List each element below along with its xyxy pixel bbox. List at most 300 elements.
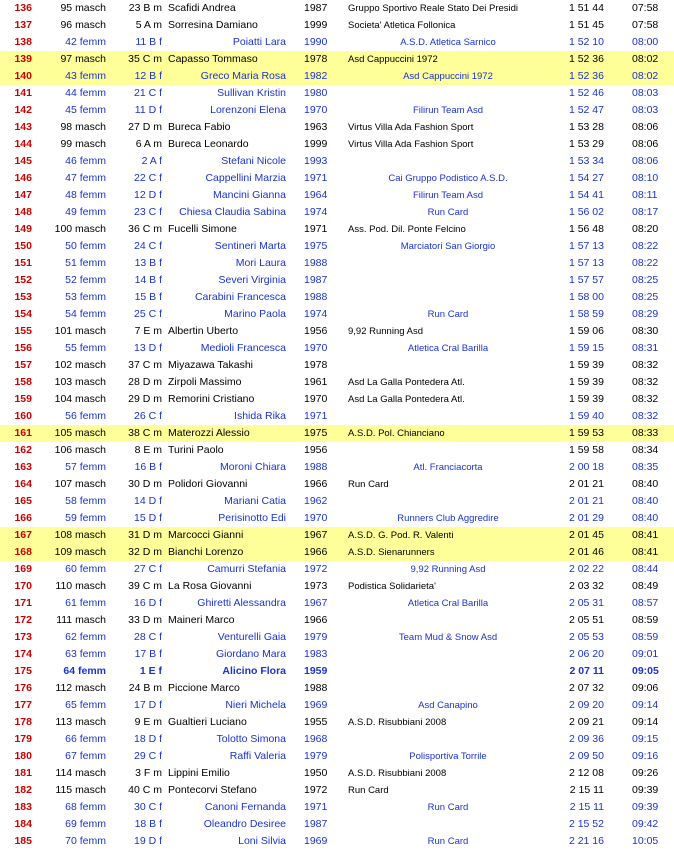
table-row (0, 663, 674, 680)
position-cell: 157 (14, 359, 32, 371)
athlete-name-cell: Camurri Stefania (207, 563, 286, 575)
gender-rank-cell: 115 masch (55, 784, 106, 796)
category-rank-cell: 36 C m (128, 223, 162, 235)
birth-year-cell: 1970 (304, 393, 328, 405)
gender-rank-cell: 70 femm (65, 835, 106, 847)
birth-year-cell: 1967 (304, 529, 328, 541)
athlete-name-cell: Lippini Emilio (168, 767, 230, 779)
club-cell (348, 612, 548, 629)
athlete-name-cell: Severi Virginia (218, 274, 286, 286)
position-cell: 177 (14, 699, 32, 711)
position-cell: 142 (14, 104, 32, 116)
category-rank-cell: 12 D f (133, 189, 162, 201)
birth-year-cell: 1971 (304, 801, 328, 813)
gender-rank-cell: 57 femm (65, 461, 106, 473)
pace-cell: 08:32 (632, 393, 659, 405)
club-cell (348, 493, 548, 510)
club-cell: Marciatori San Giorgio (400, 241, 496, 252)
birth-year-cell: 1993 (304, 155, 328, 167)
pace-cell: 08:25 (632, 274, 659, 286)
birth-year-cell: 1961 (304, 376, 328, 388)
position-cell: 159 (14, 393, 32, 405)
birth-year-cell: 1999 (304, 19, 328, 31)
category-rank-cell: 29 C f (133, 750, 162, 762)
gender-rank-cell: 65 femm (65, 699, 106, 711)
birth-year-cell: 1983 (304, 648, 328, 660)
finish-time-cell: 2 09 21 (568, 716, 604, 728)
category-rank-cell: 16 D f (133, 597, 162, 609)
table-row (0, 204, 674, 221)
position-cell: 179 (14, 733, 32, 745)
finish-time-cell: 2 09 50 (568, 750, 604, 762)
pace-cell: 08:02 (632, 70, 659, 82)
category-rank-cell: 24 C f (133, 240, 162, 252)
pace-cell: 08:30 (632, 325, 659, 337)
gender-rank-cell: 113 masch (55, 716, 106, 728)
finish-time-cell: 1 52 36 (568, 70, 604, 82)
birth-year-cell: 1956 (304, 444, 328, 456)
pace-cell: 08:00 (632, 36, 659, 48)
pace-cell: 08:40 (632, 495, 659, 507)
pace-cell: 09:14 (632, 699, 659, 711)
gender-rank-cell: 55 femm (65, 342, 106, 354)
gender-rank-cell: 111 masch (56, 614, 106, 626)
table-row (0, 68, 674, 85)
category-rank-cell: 12 B f (134, 70, 162, 82)
position-cell: 163 (14, 461, 32, 473)
birth-year-cell: 1979 (304, 631, 328, 643)
pace-cell: 08:33 (632, 427, 659, 439)
gender-rank-cell: 50 femm (65, 240, 106, 252)
position-cell: 160 (14, 410, 32, 422)
athlete-name-cell: Turini Paolo (168, 444, 224, 456)
gender-rank-cell: 107 masch (54, 478, 106, 490)
birth-year-cell: 1950 (304, 767, 328, 779)
category-rank-cell: 16 B f (134, 461, 162, 473)
gender-rank-cell: 53 femm (65, 291, 106, 303)
gender-rank-cell: 45 femm (65, 104, 106, 116)
position-cell: 174 (14, 648, 32, 660)
finish-time-cell: 2 00 18 (568, 461, 604, 473)
gender-rank-cell: 105 masch (54, 427, 106, 439)
athlete-name-cell: Oleandro Desiree (203, 818, 286, 830)
category-rank-cell: 38 C m (128, 427, 162, 439)
birth-year-cell: 1975 (304, 427, 328, 439)
gender-rank-cell: 95 masch (60, 2, 106, 14)
athlete-name-cell: Greco Maria Rosa (200, 70, 286, 82)
position-cell: 152 (14, 274, 32, 286)
athlete-name-cell: Stefani Nicole (221, 155, 286, 167)
position-cell: 171 (14, 597, 32, 609)
table-row (0, 782, 674, 799)
table-row (0, 221, 674, 238)
birth-year-cell: 1959 (304, 665, 328, 677)
gender-rank-cell: 62 femm (65, 631, 106, 643)
position-cell: 153 (14, 291, 32, 303)
birth-year-cell: 1966 (304, 546, 328, 558)
gender-rank-cell: 104 masch (54, 393, 106, 405)
birth-year-cell: 1963 (304, 121, 328, 133)
table-row (0, 799, 674, 816)
table-row (0, 442, 674, 459)
athlete-name-cell: Sorresina Damiano (168, 19, 258, 31)
athlete-name-cell: Mori Laura (235, 257, 286, 269)
gender-rank-cell: 106 masch (54, 444, 106, 456)
finish-time-cell: 2 09 36 (568, 733, 604, 745)
category-rank-cell: 1 E f (139, 665, 162, 677)
club-cell (348, 85, 548, 102)
athlete-name-cell: Zirpoli Massimo (168, 376, 242, 388)
athlete-name-cell: Chiesa Claudia Sabina (179, 206, 286, 218)
pace-cell: 07:58 (632, 2, 659, 14)
position-cell: 170 (14, 580, 32, 592)
category-rank-cell: 27 D m (128, 121, 162, 133)
finish-time-cell: 1 59 39 (568, 376, 604, 388)
pace-cell: 09:06 (632, 682, 659, 694)
category-rank-cell: 19 D f (133, 835, 162, 847)
finish-time-cell: 1 53 34 (568, 155, 604, 167)
pace-cell: 09:01 (632, 648, 659, 660)
finish-time-cell: 2 21 16 (568, 835, 604, 847)
athlete-name-cell: Pontecorvi Stefano (168, 784, 257, 796)
birth-year-cell: 1973 (304, 580, 328, 592)
table-row (0, 238, 674, 255)
pace-cell: 08:25 (632, 291, 659, 303)
birth-year-cell: 1978 (304, 53, 328, 65)
birth-year-cell: 1964 (304, 189, 328, 201)
finish-time-cell: 2 01 21 (568, 495, 604, 507)
gender-rank-cell: 66 femm (65, 733, 106, 745)
position-cell: 155 (14, 325, 32, 337)
club-cell: Atl. Franciacorta (413, 462, 483, 473)
athlete-name-cell: Loni Silvia (238, 835, 286, 847)
pace-cell: 08:03 (632, 104, 659, 116)
gender-rank-cell: 103 masch (54, 376, 106, 388)
gender-rank-cell: 43 femm (65, 70, 106, 82)
pace-cell: 09:05 (632, 665, 659, 677)
athlete-name-cell: Fucelli Simone (168, 223, 237, 235)
pace-cell: 08:22 (632, 257, 659, 269)
table-row (0, 459, 674, 476)
table-row (0, 255, 674, 272)
position-cell: 146 (14, 172, 32, 184)
category-rank-cell: 17 B f (134, 648, 162, 660)
gender-rank-cell: 99 masch (60, 138, 106, 150)
position-cell: 136 (14, 2, 32, 14)
athlete-name-cell: Marcocci Gianni (168, 529, 244, 541)
position-cell: 145 (14, 155, 32, 167)
club-cell: A.S.D. Sienarunners (348, 547, 435, 558)
category-rank-cell: 6 A m (135, 138, 162, 150)
table-row (0, 714, 674, 731)
finish-time-cell: 1 54 27 (568, 172, 604, 184)
club-cell (348, 816, 548, 833)
pace-cell: 08:59 (632, 614, 659, 626)
category-rank-cell: 18 D f (133, 733, 162, 745)
club-cell (348, 663, 548, 680)
finish-time-cell: 1 57 13 (568, 240, 604, 252)
position-cell: 151 (14, 257, 32, 269)
athlete-name-cell: Gualtieri Luciano (168, 716, 247, 728)
finish-time-cell: 1 57 13 (568, 257, 604, 269)
athlete-name-cell: Scafidi Andrea (168, 2, 236, 14)
category-rank-cell: 30 C f (133, 801, 162, 813)
pace-cell: 08:06 (632, 138, 659, 150)
finish-time-cell: 2 12 08 (568, 767, 604, 779)
position-cell: 167 (14, 529, 32, 541)
birth-year-cell: 1970 (304, 512, 328, 524)
gender-rank-cell: 60 femm (65, 563, 106, 575)
pace-cell: 08:40 (632, 478, 659, 490)
club-cell (348, 153, 548, 170)
club-cell (348, 408, 548, 425)
gender-rank-cell: 67 femm (65, 750, 106, 762)
birth-year-cell: 1972 (304, 784, 328, 796)
finish-time-cell: 1 53 28 (568, 121, 604, 133)
gender-rank-cell: 109 masch (54, 546, 106, 558)
club-cell: Asd Canapino (418, 700, 478, 711)
pace-cell: 09:16 (632, 750, 659, 762)
gender-rank-cell: 46 femm (65, 155, 106, 167)
table-row (0, 527, 674, 544)
pace-cell: 08:49 (632, 580, 659, 592)
position-cell: 180 (14, 750, 32, 762)
gender-rank-cell: 69 femm (65, 818, 106, 830)
table-row (0, 34, 674, 51)
finish-time-cell: 1 59 39 (568, 359, 604, 371)
position-cell: 168 (14, 546, 32, 558)
category-rank-cell: 17 D f (133, 699, 162, 711)
finish-time-cell: 2 07 32 (568, 682, 604, 694)
athlete-name-cell: Giordano Mara (215, 648, 286, 660)
position-cell: 141 (14, 87, 32, 99)
gender-rank-cell: 47 femm (65, 172, 106, 184)
athlete-name-cell: Medioli Francesca (200, 342, 286, 354)
category-rank-cell: 9 E m (134, 716, 162, 728)
category-rank-cell: 23 B m (128, 2, 162, 14)
table-row (0, 816, 674, 833)
finish-time-cell: 2 01 29 (568, 512, 604, 524)
table-row (0, 374, 674, 391)
club-cell: Run Card (427, 836, 469, 847)
athlete-name-cell: Remorini Cristiano (168, 393, 255, 405)
category-rank-cell: 18 B f (134, 818, 162, 830)
category-rank-cell: 11 B f (135, 36, 162, 48)
position-cell: 169 (14, 563, 32, 575)
birth-year-cell: 1967 (304, 597, 328, 609)
pace-cell: 08:02 (632, 53, 659, 65)
finish-time-cell: 2 15 11 (569, 801, 604, 813)
club-cell: A.S.D. Risubbiani 2008 (348, 717, 447, 728)
finish-time-cell: 2 15 11 (569, 784, 604, 796)
position-cell: 140 (14, 70, 32, 82)
finish-time-cell: 1 51 45 (568, 19, 604, 31)
birth-year-cell: 1982 (304, 70, 328, 82)
category-rank-cell: 33 D m (128, 614, 162, 626)
position-cell: 183 (14, 801, 32, 813)
gender-rank-cell: 110 masch (55, 580, 106, 592)
gender-rank-cell: 64 femm (63, 665, 106, 677)
position-cell: 172 (14, 614, 32, 626)
gender-rank-cell: 48 femm (65, 189, 106, 201)
table-row (0, 153, 674, 170)
finish-time-cell: 1 56 48 (568, 223, 604, 235)
club-cell: A.S.D. G. Pod. R. Valenti (348, 530, 454, 541)
position-cell: 184 (14, 818, 32, 830)
athlete-name-cell: Raffi Valeria (229, 750, 286, 762)
finish-time-cell: 1 52 46 (568, 87, 604, 99)
pace-cell: 08:35 (632, 461, 659, 473)
gender-rank-cell: 54 femm (65, 308, 106, 320)
gender-rank-cell: 61 femm (65, 597, 106, 609)
club-cell: Runners Club Aggredire (397, 513, 499, 524)
category-rank-cell: 14 B f (134, 274, 162, 286)
position-cell: 149 (14, 223, 32, 235)
birth-year-cell: 1988 (304, 682, 328, 694)
pace-cell: 08:20 (632, 223, 659, 235)
finish-time-cell: 1 51 44 (568, 2, 604, 14)
club-cell: Asd Cappuccini 1972 (348, 54, 438, 65)
gender-rank-cell: 108 masch (54, 529, 106, 541)
position-cell: 138 (14, 36, 32, 48)
table-row (0, 170, 674, 187)
category-rank-cell: 30 D m (128, 478, 162, 490)
position-cell: 182 (14, 784, 32, 796)
finish-time-cell: 2 05 53 (568, 631, 604, 643)
club-cell: Run Card (348, 479, 389, 490)
gender-rank-cell: 98 masch (60, 121, 106, 133)
athlete-name-cell: Piccione Marco (168, 682, 240, 694)
gender-rank-cell: 51 femm (65, 257, 106, 269)
birth-year-cell: 1988 (304, 461, 328, 473)
category-rank-cell: 31 D m (128, 529, 162, 541)
table-row (0, 595, 674, 612)
birth-year-cell: 1966 (304, 478, 328, 490)
athlete-name-cell: Ghiretti Alessandra (197, 597, 286, 609)
table-row (0, 646, 674, 663)
table-row (0, 680, 674, 697)
pace-cell: 08:06 (632, 121, 659, 133)
category-rank-cell: 24 B m (128, 682, 162, 694)
pace-cell: 08:34 (632, 444, 659, 456)
birth-year-cell: 1971 (304, 172, 328, 184)
birth-year-cell: 1974 (304, 206, 328, 218)
category-rank-cell: 28 C f (133, 631, 162, 643)
table-row (0, 765, 674, 782)
position-cell: 137 (14, 19, 32, 31)
table-row (0, 323, 674, 340)
club-cell (348, 255, 548, 272)
position-cell: 144 (14, 138, 32, 150)
position-cell: 162 (14, 444, 32, 456)
table-row (0, 629, 674, 646)
birth-year-cell: 1969 (304, 835, 328, 847)
table-row (0, 119, 674, 136)
gender-rank-cell: 63 femm (65, 648, 106, 660)
athlete-name-cell: Albertin Uberto (168, 325, 239, 337)
finish-time-cell: 1 52 47 (568, 104, 604, 116)
club-cell: A.S.D. Atletica Sarnico (400, 37, 496, 48)
pace-cell: 09:15 (632, 733, 659, 745)
club-cell: Virtus Villa Ada Fashion Sport (348, 139, 474, 150)
birth-year-cell: 1978 (304, 359, 328, 371)
finish-time-cell: 2 09 20 (568, 699, 604, 711)
athlete-name-cell: Materozzi Alessio (168, 427, 250, 439)
table-row (0, 340, 674, 357)
table-row (0, 731, 674, 748)
club-cell: Team Mud & Snow Asd (398, 632, 498, 643)
category-rank-cell: 11 D f (134, 104, 162, 116)
table-row (0, 357, 674, 374)
athlete-name-cell: Nieri Michela (225, 699, 286, 711)
finish-time-cell: 2 07 11 (569, 665, 604, 677)
club-cell (348, 289, 548, 306)
athlete-name-cell: Sullivan Kristin (217, 87, 286, 99)
club-cell (348, 357, 548, 374)
finish-time-cell: 1 59 15 (568, 342, 604, 354)
birth-year-cell: 1962 (304, 495, 328, 507)
birth-year-cell: 1971 (304, 410, 328, 422)
finish-time-cell: 1 53 29 (568, 138, 604, 150)
gender-rank-cell: 97 masch (60, 53, 106, 65)
category-rank-cell: 25 C f (133, 308, 162, 320)
birth-year-cell: 1969 (304, 699, 328, 711)
athlete-name-cell: Moroni Chiara (220, 461, 286, 473)
gender-rank-cell: 44 femm (65, 87, 106, 99)
category-rank-cell: 15 B f (134, 291, 162, 303)
category-rank-cell: 40 C m (128, 784, 162, 796)
position-cell: 139 (14, 53, 32, 65)
athlete-name-cell: La Rosa Giovanni (168, 580, 252, 592)
gender-rank-cell: 100 masch (54, 223, 106, 235)
birth-year-cell: 1968 (304, 733, 328, 745)
birth-year-cell: 1979 (304, 750, 328, 762)
table-row (0, 0, 674, 17)
club-cell: Polisportiva Torrile (409, 751, 487, 762)
table-row (0, 612, 674, 629)
category-rank-cell: 7 E m (134, 325, 162, 337)
gender-rank-cell: 112 masch (55, 682, 106, 694)
club-cell: Filirun Team Asd (412, 190, 484, 201)
position-cell: 164 (14, 478, 32, 490)
gender-rank-cell: 58 femm (65, 495, 106, 507)
position-cell: 161 (14, 427, 32, 439)
birth-year-cell: 1956 (304, 325, 328, 337)
club-cell (348, 646, 548, 663)
club-cell: Atletica Cral Barilla (407, 343, 489, 354)
finish-time-cell: 2 01 21 (568, 478, 604, 490)
birth-year-cell: 1987 (304, 818, 328, 830)
table-row (0, 51, 674, 68)
category-rank-cell: 21 C f (133, 87, 162, 99)
pace-cell: 09:26 (632, 767, 659, 779)
position-cell: 165 (14, 495, 32, 507)
gender-rank-cell: 102 masch (54, 359, 106, 371)
finish-time-cell: 1 52 10 (568, 36, 604, 48)
position-cell: 185 (14, 835, 32, 847)
athlete-name-cell: Bureca Fabio (168, 121, 231, 133)
position-cell: 148 (14, 206, 32, 218)
table-row (0, 697, 674, 714)
birth-year-cell: 1990 (304, 36, 328, 48)
table-row (0, 493, 674, 510)
finish-time-cell: 2 05 51 (568, 614, 604, 626)
pace-cell: 09:42 (632, 818, 659, 830)
pace-cell: 08:11 (632, 189, 658, 201)
finish-time-cell: 1 54 41 (568, 189, 604, 201)
birth-year-cell: 1988 (304, 291, 328, 303)
club-cell: Virtus Villa Ada Fashion Sport (348, 122, 474, 133)
